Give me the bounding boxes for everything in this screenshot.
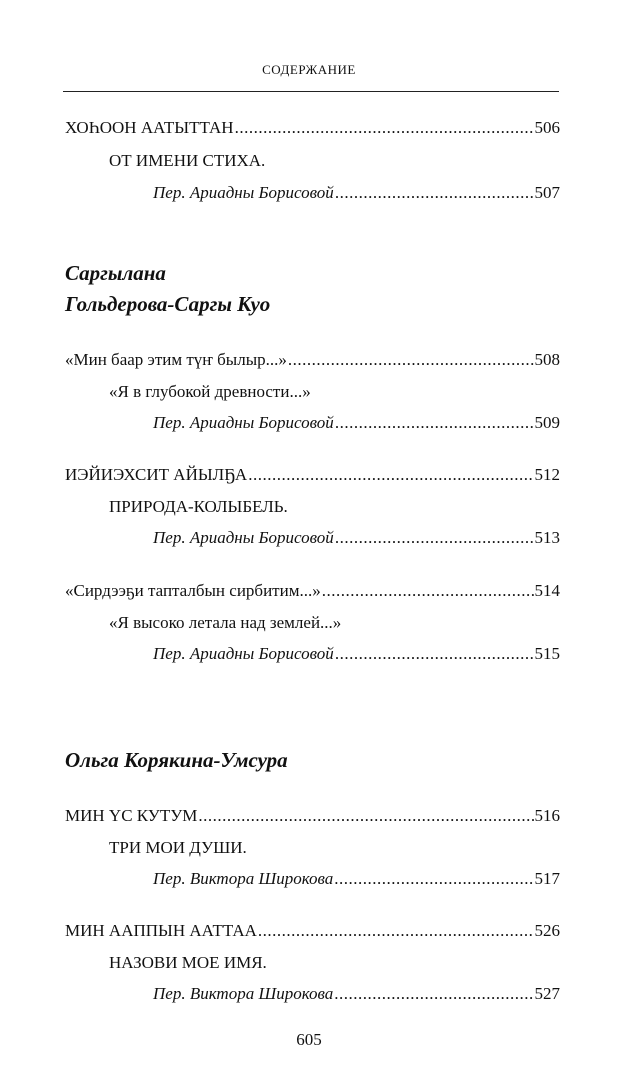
entry-title: «Сирдээҕи тапталбын сирбитим...» bbox=[65, 581, 321, 600]
toc-subtitle: ОТ ИМЕНИ СТИХА. bbox=[109, 151, 266, 170]
dot-leader bbox=[335, 412, 534, 434]
toc-translator bbox=[153, 868, 560, 890]
author-heading-line2: Гольдерова-Саргы Куо bbox=[65, 292, 271, 316]
page-number: 605 bbox=[296, 1030, 322, 1049]
dot-leader bbox=[334, 983, 533, 1005]
toc-subtitle: ТРИ МОИ ДУШИ. bbox=[109, 838, 247, 857]
entry-title: МИН ҮС КУТУМ bbox=[65, 806, 198, 825]
entry-title: «Мин баар этим түҥ былыр...» bbox=[65, 350, 287, 369]
toc-entry bbox=[65, 117, 560, 139]
header-rule bbox=[63, 91, 559, 92]
dot-leader bbox=[322, 580, 534, 602]
dot-leader bbox=[335, 527, 534, 549]
toc-translator bbox=[153, 412, 560, 434]
toc-entry bbox=[65, 464, 560, 486]
dot-leader bbox=[334, 868, 533, 890]
entry-page: 517 bbox=[534, 869, 560, 888]
toc-subtitle: НАЗОВИ МОЕ ИМЯ. bbox=[109, 953, 267, 972]
entry-page: 512 bbox=[534, 465, 560, 484]
dot-leader bbox=[288, 349, 534, 371]
toc-subtitle: ПРИРОДА-КОЛЫБЕЛЬ. bbox=[109, 497, 288, 516]
entry-title: МИН ААППЫН ААТТАА bbox=[65, 921, 257, 940]
translator-name: Пер. Ариадны Борисовой bbox=[153, 183, 334, 202]
translator-name: Пер. Ариадны Борисовой bbox=[153, 413, 334, 432]
entry-page: 513 bbox=[534, 528, 560, 547]
translator-name: Пер. Виктора Широкова bbox=[153, 869, 334, 888]
toc-entry bbox=[65, 349, 560, 371]
entry-page: 515 bbox=[534, 644, 560, 663]
toc-subtitle: «Я высоко летала над землей...» bbox=[109, 613, 342, 632]
toc-entry bbox=[65, 580, 560, 602]
toc-translator bbox=[153, 182, 560, 204]
toc-translator bbox=[153, 527, 560, 549]
translator-name: Пер. Ариадны Борисовой bbox=[153, 528, 334, 547]
entry-title: ИЭЙИЭХСИТ АЙЫЛҔА bbox=[65, 465, 248, 484]
entry-page: 516 bbox=[534, 806, 560, 825]
entry-page: 506 bbox=[534, 118, 560, 137]
dot-leader bbox=[235, 117, 534, 139]
running-header: СОДЕРЖАНИЕ bbox=[262, 62, 356, 77]
dot-leader bbox=[335, 182, 534, 204]
dot-leader bbox=[335, 643, 534, 665]
author-heading-line1: Саргылана bbox=[65, 261, 166, 285]
entry-page: 509 bbox=[534, 413, 560, 432]
toc-entry bbox=[65, 805, 560, 827]
toc-subtitle: «Я в глубокой древности...» bbox=[109, 382, 311, 401]
entry-page: 508 bbox=[534, 350, 560, 369]
dot-leader bbox=[258, 920, 534, 942]
entry-page: 507 bbox=[534, 183, 560, 202]
entry-page: 527 bbox=[534, 984, 560, 1003]
author-heading: Ольга Корякина-Умсура bbox=[65, 748, 288, 772]
dot-leader bbox=[248, 464, 533, 486]
translator-name: Пер. Ариадны Борисовой bbox=[153, 644, 334, 663]
entry-page: 514 bbox=[534, 581, 560, 600]
toc-entry bbox=[65, 920, 560, 942]
entry-title: ХОҺООН ААТЫТТАН bbox=[65, 118, 234, 137]
entry-page: 526 bbox=[534, 921, 560, 940]
toc-translator bbox=[153, 983, 560, 1005]
toc-translator bbox=[153, 643, 560, 665]
translator-name: Пер. Виктора Широкова bbox=[153, 984, 334, 1003]
dot-leader bbox=[198, 805, 533, 827]
